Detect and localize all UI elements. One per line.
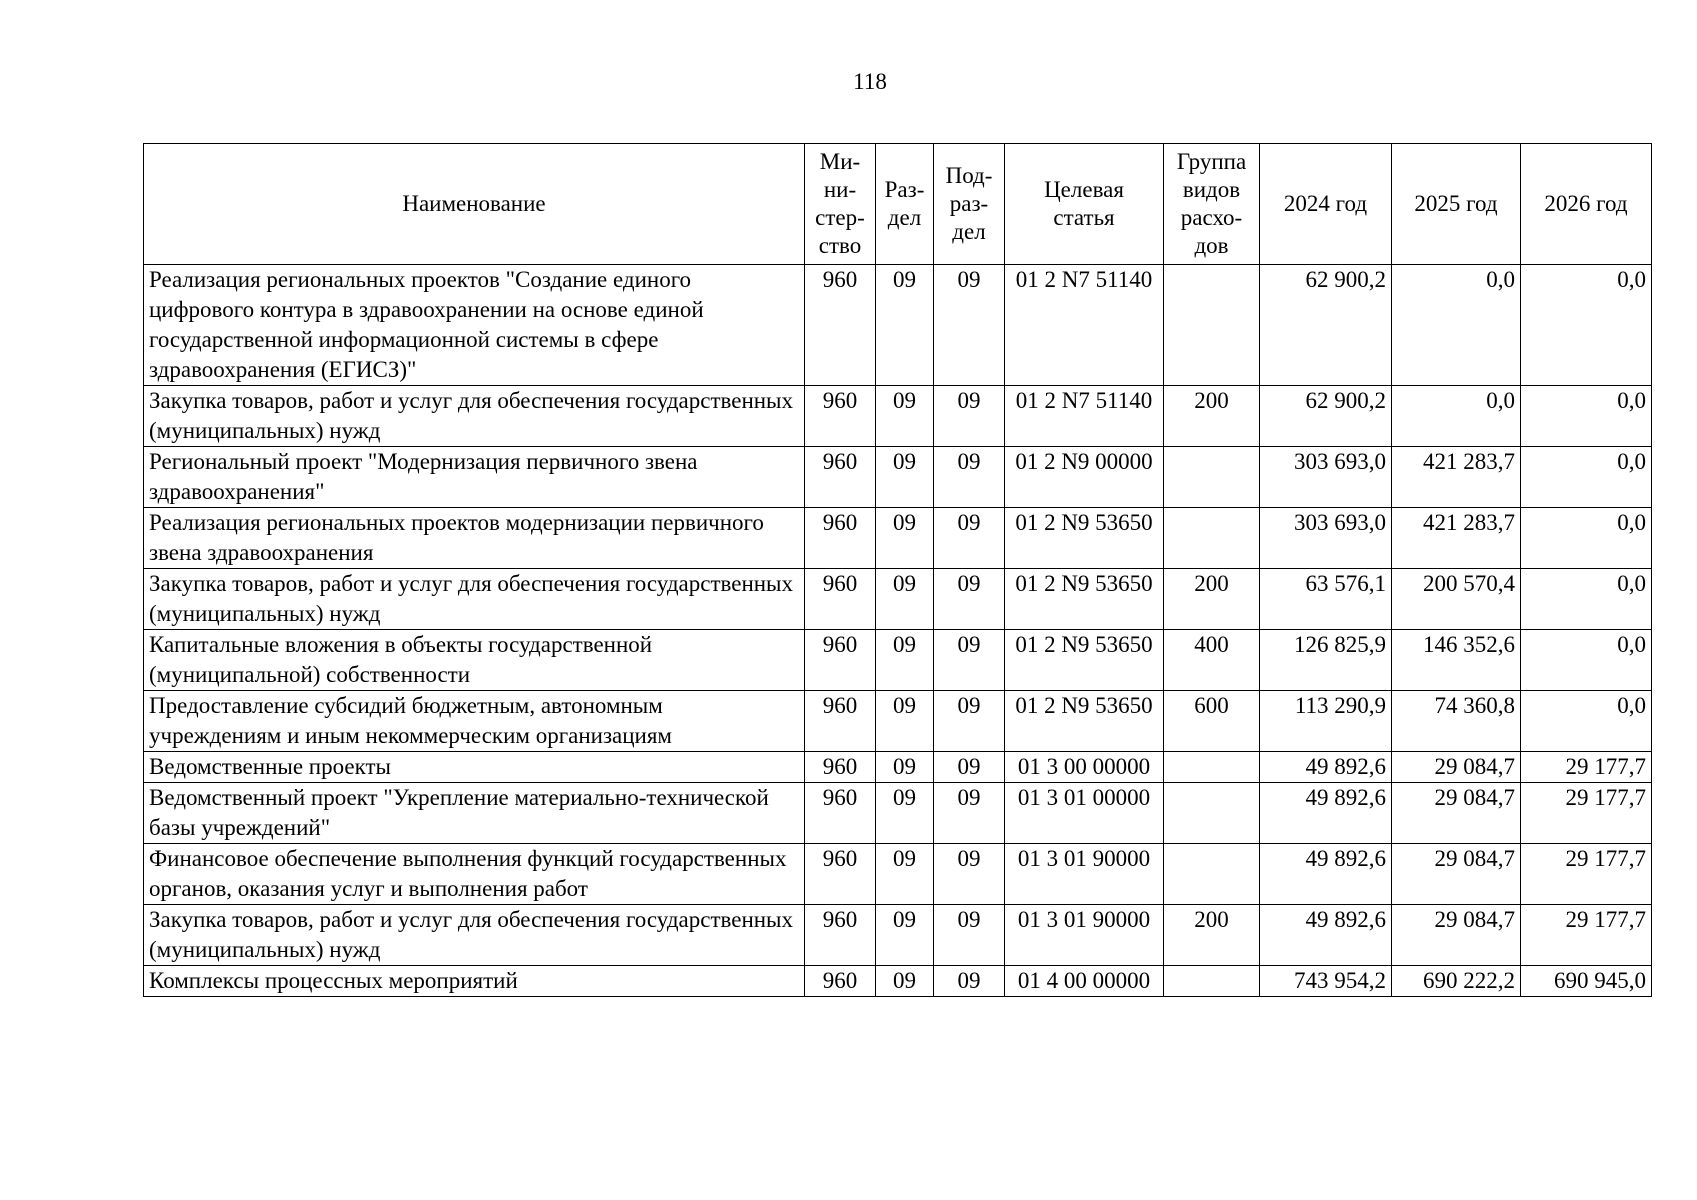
cell-2026: 0,0 [1521,630,1652,691]
cell-group [1164,447,1260,508]
cell-ministry: 960 [805,752,876,783]
cell-2024: 303 693,0 [1260,447,1392,508]
cell-ministry: 960 [805,447,876,508]
table-row [144,691,1652,752]
table-row [144,752,1652,783]
cell-2024: 62 900,2 [1260,265,1392,386]
cell-subsection: 09 [934,966,1005,997]
budget-table [143,143,1652,997]
cell-group [1164,783,1260,844]
cell-target: 01 2 N9 53650 [1005,630,1164,691]
cell-target: 01 2 N7 51140 [1005,386,1164,447]
cell-group: 200 [1164,905,1260,966]
cell-target: 01 3 01 90000 [1005,844,1164,905]
cell-name: Закупка товаров, работ и услуг для обеспечения государственных (муниципальных) нужд [144,905,805,966]
cell-2026: 0,0 [1521,508,1652,569]
cell-2024: 49 892,6 [1260,905,1392,966]
table-row [144,783,1652,844]
cell-ministry: 960 [805,386,876,447]
header-section-line: Раз- [884,177,925,202]
cell-group [1164,752,1260,783]
cell-target: 01 2 N9 53650 [1005,569,1164,630]
cell-target: 01 2 N7 51140 [1005,265,1164,386]
cell-ministry: 960 [805,783,876,844]
header-section-line: дел [887,205,922,230]
cell-name: Предоставление субсидий бюджетным, автономным учреждениям и иным некоммерческим организациям [144,691,805,752]
cell-2026: 0,0 [1521,691,1652,752]
cell-2026: 0,0 [1521,447,1652,508]
cell-subsection: 09 [934,783,1005,844]
cell-2025: 29 084,7 [1392,783,1521,844]
cell-group: 400 [1164,630,1260,691]
header-ministry [805,144,876,265]
cell-2026: 29 177,7 [1521,752,1652,783]
cell-group [1164,508,1260,569]
cell-2025: 29 084,7 [1392,905,1521,966]
cell-subsection: 09 [934,630,1005,691]
header-subsection [934,144,1005,265]
header-expense-group-line: Группа [1176,149,1247,174]
header-expense-group-line: дов [1194,233,1229,258]
cell-subsection: 09 [934,386,1005,447]
cell-target: 01 3 01 90000 [1005,905,1164,966]
cell-name: Реализация региональных проектов "Создание единого цифрового контура в здравоохранении на основе единой государственной информационной системы в сфере здравоохранения (ЕГИСЗ)" [144,265,805,386]
cell-target: 01 3 00 00000 [1005,752,1164,783]
cell-2026: 29 177,7 [1521,783,1652,844]
cell-target: 01 4 00 00000 [1005,966,1164,997]
cell-2026: 0,0 [1521,386,1652,447]
table-row [144,966,1652,997]
cell-name: Ведомственные проекты [144,752,805,783]
cell-2024: 303 693,0 [1260,508,1392,569]
header-ministry-line: Ми- [819,149,861,174]
table-row [144,569,1652,630]
cell-subsection: 09 [934,844,1005,905]
cell-2025: 421 283,7 [1392,447,1521,508]
cell-2025: 0,0 [1392,265,1521,386]
cell-2025: 29 084,7 [1392,844,1521,905]
cell-target: 01 3 01 00000 [1005,783,1164,844]
cell-name: Ведомственный проект "Укрепление материально-технической базы учреждений" [144,783,805,844]
cell-2024: 49 892,6 [1260,783,1392,844]
table-row [144,508,1652,569]
cell-subsection: 09 [934,691,1005,752]
cell-group: 600 [1164,691,1260,752]
cell-2024: 743 954,2 [1260,966,1392,997]
cell-section: 09 [876,691,934,752]
cell-2025: 690 222,2 [1392,966,1521,997]
cell-name: Комплексы процессных мероприятий [144,966,805,997]
cell-name: Капитальные вложения в объекты государственной (муниципальной) собственности [144,630,805,691]
cell-2026: 0,0 [1521,265,1652,386]
header-target [1005,144,1164,265]
cell-section: 09 [876,630,934,691]
header-section [876,144,934,265]
table-row [144,844,1652,905]
cell-name: Региональный проект "Модернизация первичного звена здравоохранения" [144,447,805,508]
page-number: 118 [853,69,887,94]
cell-2024: 113 290,9 [1260,691,1392,752]
cell-2024: 126 825,9 [1260,630,1392,691]
cell-section: 09 [876,447,934,508]
cell-subsection: 09 [934,447,1005,508]
header-2024: 2024 год [1260,144,1392,265]
table-row [144,630,1652,691]
table-header-row [144,144,1652,265]
table-row [144,905,1652,966]
cell-ministry: 960 [805,966,876,997]
header-2025: 2025 год [1392,144,1521,265]
cell-2025: 200 570,4 [1392,569,1521,630]
cell-group [1164,966,1260,997]
header-expense-group-line: видов [1182,177,1241,202]
cell-group [1164,265,1260,386]
header-name: Наименование [144,144,805,265]
cell-group: 200 [1164,386,1260,447]
header-expense-group [1164,144,1260,265]
cell-2025: 0,0 [1392,386,1521,447]
cell-name: Закупка товаров, работ и услуг для обеспечения государственных (муниципальных) нужд [144,569,805,630]
cell-ministry: 960 [805,569,876,630]
cell-ministry: 960 [805,508,876,569]
header-subsection-line: дел [952,219,986,244]
cell-2025: 74 360,8 [1392,691,1521,752]
cell-2025: 29 084,7 [1392,752,1521,783]
cell-2024: 62 900,2 [1260,386,1392,447]
cell-name: Закупка товаров, работ и услуг для обеспечения государственных (муниципальных) нужд [144,386,805,447]
table-row [144,386,1652,447]
cell-subsection: 09 [934,265,1005,386]
cell-2025: 146 352,6 [1392,630,1521,691]
cell-2026: 690 945,0 [1521,966,1652,997]
cell-ministry: 960 [805,265,876,386]
header-ministry-line: ни- [823,177,857,202]
cell-section: 09 [876,966,934,997]
cell-subsection: 09 [934,569,1005,630]
cell-2024: 63 576,1 [1260,569,1392,630]
header-subsection-line: раз- [949,191,989,216]
cell-subsection: 09 [934,905,1005,966]
cell-2024: 49 892,6 [1260,752,1392,783]
cell-ministry: 960 [805,691,876,752]
cell-ministry: 960 [805,630,876,691]
cell-section: 09 [876,783,934,844]
cell-2024: 49 892,6 [1260,844,1392,905]
cell-name: Финансовое обеспечение выполнения функций государственных органов, оказания услуг и выполнения работ [144,844,805,905]
cell-section: 09 [876,386,934,447]
cell-section: 09 [876,265,934,386]
cell-target: 01 2 N9 00000 [1005,447,1164,508]
header-target-line: статья [1053,205,1115,230]
header-target-line: Целевая [1044,177,1124,202]
cell-2026: 29 177,7 [1521,844,1652,905]
cell-ministry: 960 [805,905,876,966]
cell-2026: 0,0 [1521,569,1652,630]
cell-subsection: 09 [934,508,1005,569]
cell-section: 09 [876,508,934,569]
cell-section: 09 [876,569,934,630]
cell-name: Реализация региональных проектов модернизации первичного звена здравоохранения [144,508,805,569]
header-ministry-line: ство [818,233,862,258]
cell-target: 01 2 N9 53650 [1005,691,1164,752]
table-row [144,447,1652,508]
header-ministry-line: стер- [815,205,865,230]
cell-ministry: 960 [805,844,876,905]
cell-section: 09 [876,905,934,966]
cell-2026: 29 177,7 [1521,905,1652,966]
cell-section: 09 [876,752,934,783]
table-row [144,265,1652,386]
cell-group: 200 [1164,569,1260,630]
cell-section: 09 [876,844,934,905]
header-2026: 2026 год [1521,144,1652,265]
cell-target: 01 2 N9 53650 [1005,508,1164,569]
header-subsection-line: Под- [945,163,993,188]
cell-group [1164,844,1260,905]
header-expense-group-line: расхо- [1180,205,1243,230]
cell-2025: 421 283,7 [1392,508,1521,569]
cell-subsection: 09 [934,752,1005,783]
